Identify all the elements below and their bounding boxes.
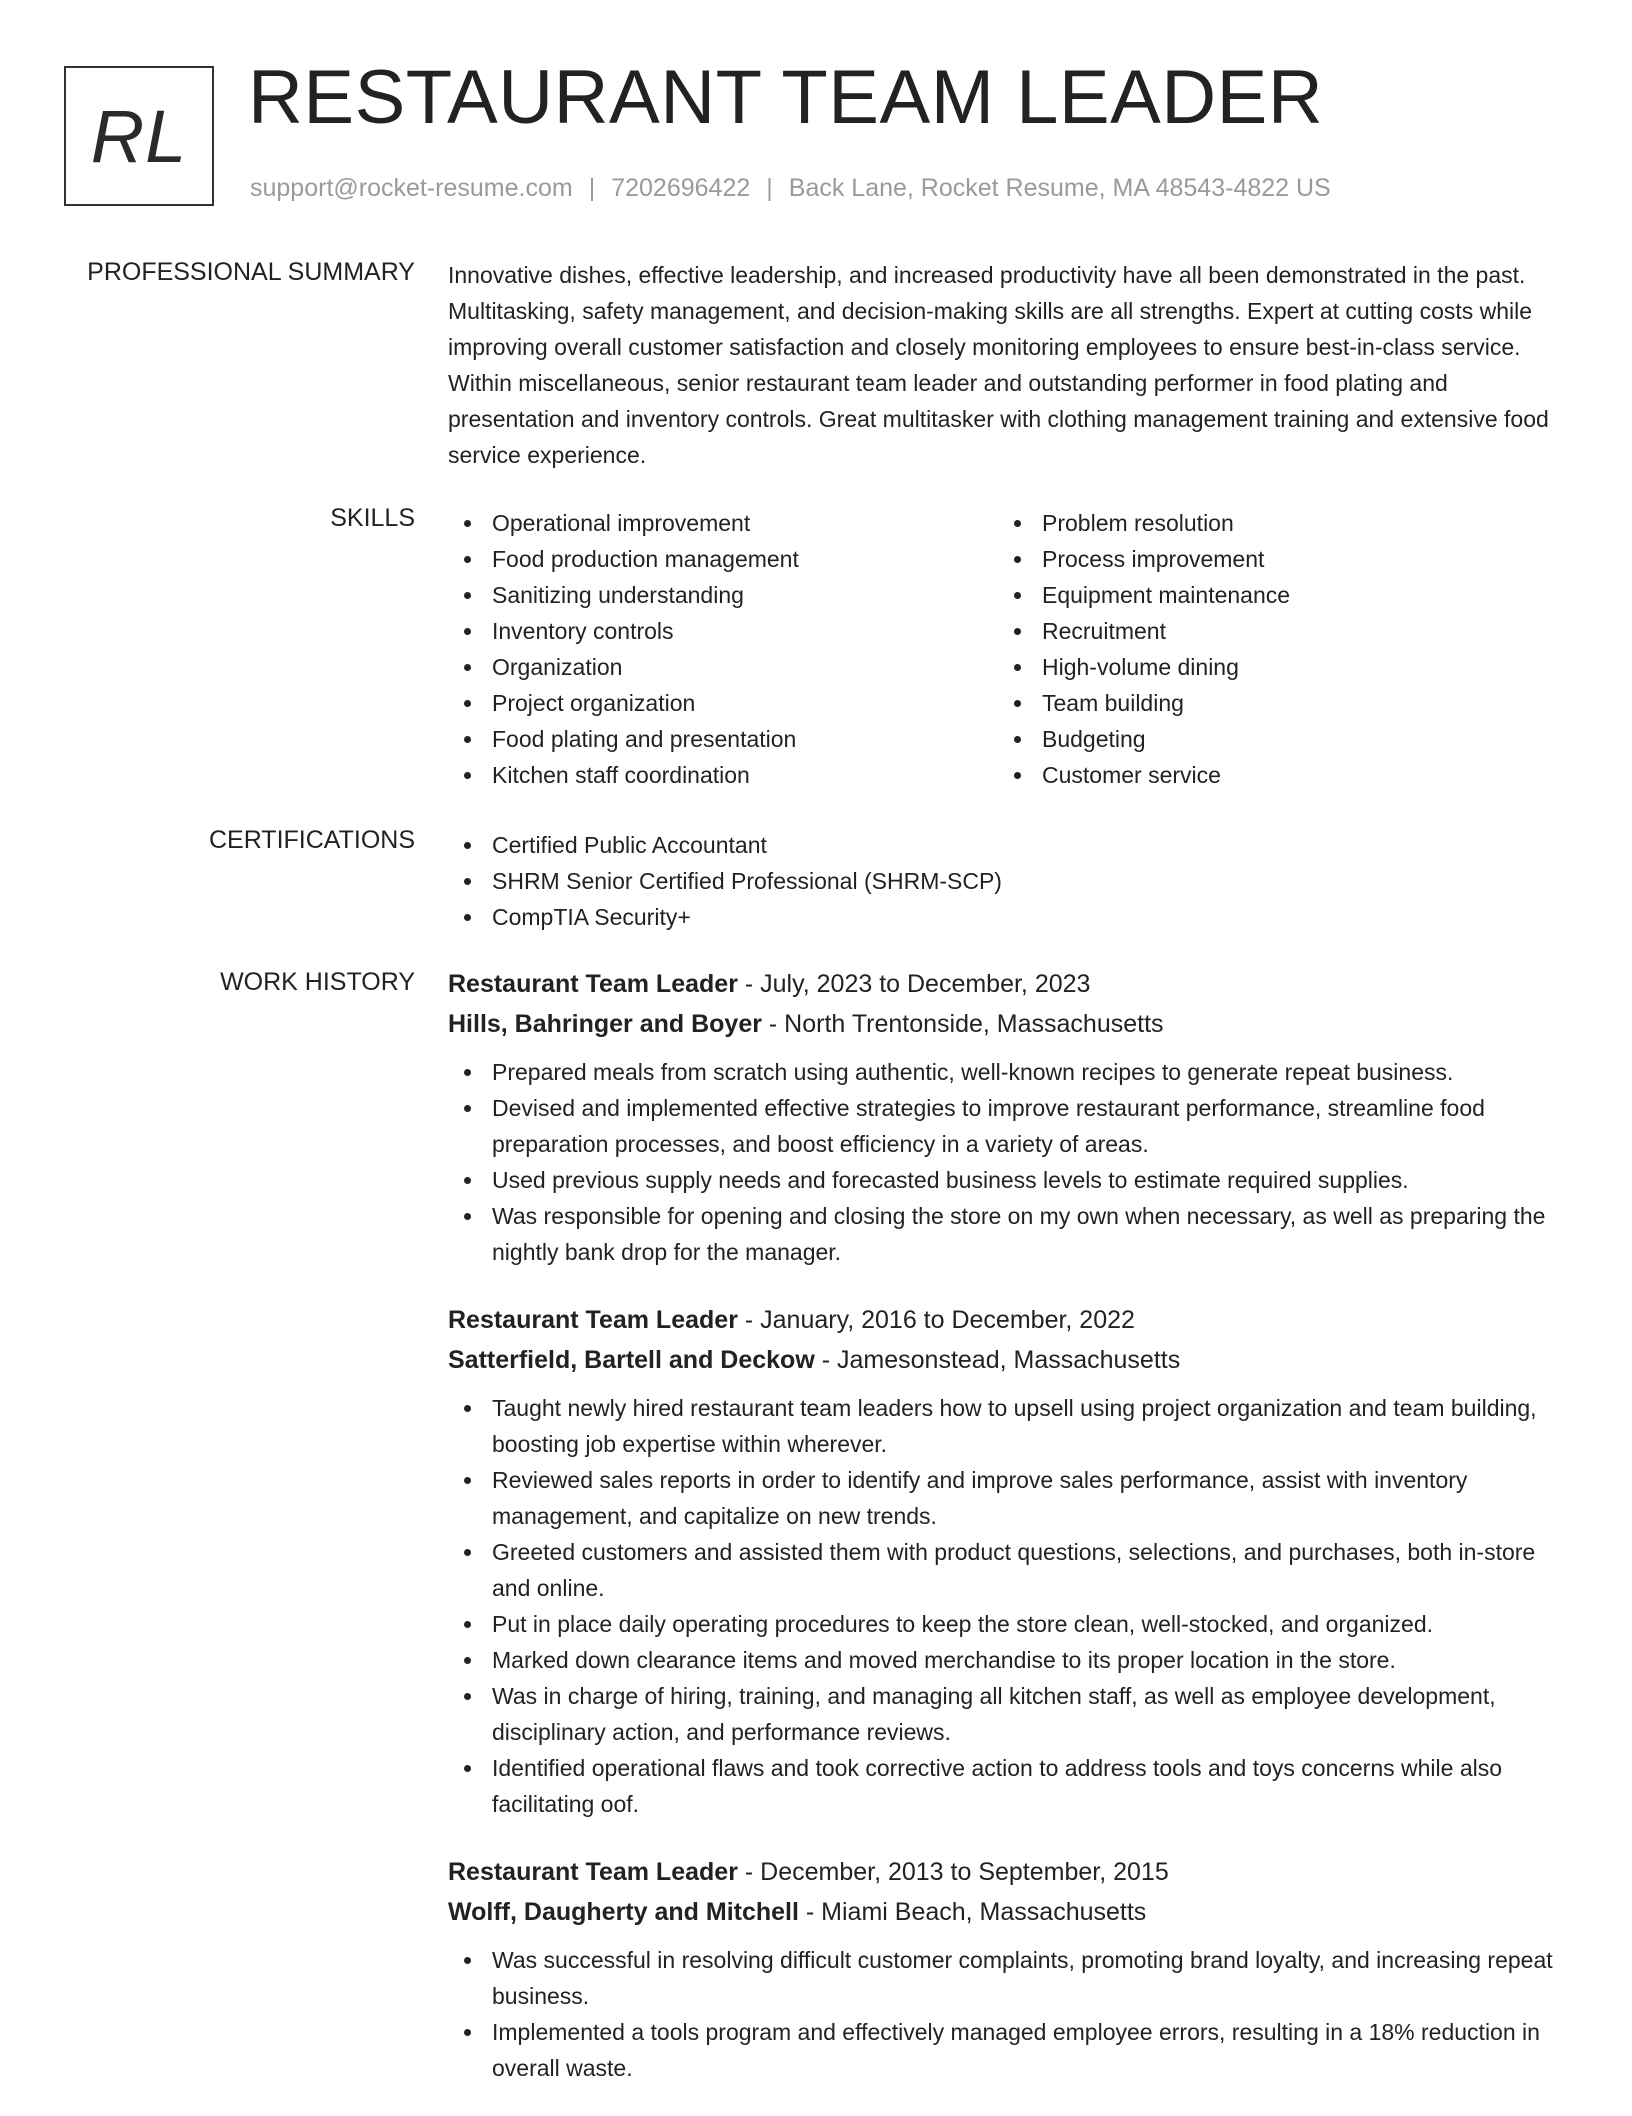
job-bullets — [448, 1390, 1568, 1822]
list-item: Project organization — [448, 685, 998, 721]
list-item: Equipment maintenance — [998, 577, 1548, 613]
list-item: Devised and implemented effective strategies to improve restaurant performance, streamline food preparation processes, and boost efficiency in a variety of areas. — [448, 1090, 1568, 1162]
work-history-section — [448, 964, 1568, 2116]
job-location: - Jamesonstead, Massachusetts — [814, 1346, 1181, 1374]
certifications-list — [448, 827, 1568, 935]
job-title: Restaurant Team Leader — [448, 970, 738, 998]
job-company-line — [448, 1892, 1568, 1932]
list-item: Food production management — [448, 541, 998, 577]
certifications-section — [448, 827, 1568, 935]
job-entry — [448, 1300, 1568, 1822]
contact-email: support@rocket-resume.com — [250, 174, 573, 202]
job-company: Hills, Bahringer and Boyer — [448, 1010, 762, 1038]
resume-title: RESTAURANT TEAM LEADER — [248, 55, 1324, 140]
list-item: CompTIA Security+ — [448, 899, 1568, 935]
list-item: High-volume dining — [998, 649, 1548, 685]
contact-separator: | — [766, 174, 773, 202]
job-title-line — [448, 1300, 1568, 1340]
job-entry — [448, 964, 1568, 1270]
job-title: Restaurant Team Leader — [448, 1306, 738, 1334]
list-item: SHRM Senior Certified Professional (SHRM-SCP) — [448, 863, 1568, 899]
list-item: Customer service — [998, 757, 1548, 793]
job-dates: - January, 2016 to December, 2022 — [737, 1306, 1135, 1334]
list-item: Recruitment — [998, 613, 1548, 649]
list-item: Taught newly hired restaurant team leaders how to upsell using project organization and team building, boosting job expertise within wherever. — [448, 1390, 1568, 1462]
list-item: Inventory controls — [448, 613, 998, 649]
section-label-certifications: CERTIFICATIONS — [208, 826, 415, 854]
job-dates: - July, 2023 to December, 2023 — [737, 970, 1091, 998]
job-bullets — [448, 1054, 1568, 1270]
monogram-initials: RL — [90, 94, 188, 178]
job-bullets — [448, 1942, 1568, 2086]
skills-list-left — [448, 505, 998, 793]
list-item: Was successful in resolving difficult customer complaints, promoting brand loyalty, and increasing repeat business. — [448, 1942, 1568, 2014]
list-item: Budgeting — [998, 721, 1548, 757]
job-company: Satterfield, Bartell and Deckow — [448, 1346, 815, 1374]
list-item: Put in place daily operating procedures to keep the store clean, well-stocked, and organized. — [448, 1606, 1568, 1642]
job-title-line — [448, 1852, 1568, 1892]
list-item: Implemented a tools program and effectively managed employee errors, resulting in a 18% reduction in overall waste. — [448, 2014, 1568, 2086]
list-item: Prepared meals from scratch using authentic, well-known recipes to generate repeat business. — [448, 1054, 1568, 1090]
list-item: Organization — [448, 649, 998, 685]
job-entry — [448, 1852, 1568, 2086]
job-dates: - December, 2013 to September, 2015 — [737, 1858, 1169, 1886]
list-item: Team building — [998, 685, 1548, 721]
list-item: Process improvement — [998, 541, 1548, 577]
job-company: Wolff, Daugherty and Mitchell — [448, 1898, 799, 1926]
list-item: Kitchen staff coordination — [448, 757, 998, 793]
list-item: Used previous supply needs and forecasted business levels to estimate required supplies. — [448, 1162, 1568, 1198]
job-company-line — [448, 1004, 1568, 1044]
summary-text: Innovative dishes, effective leadership, and increased productivity have all been demonstrated in the past. Multitasking, safety management, and decision-making skills are all strengths. Expert at cutting costs while improving overall customer satisfaction and closely monitoring employees to ensure best-in-class service. Within miscellaneous, senior restaurant team leader and outstanding performer in food plating and presentation and inventory controls. Great multitasker with clothing management training and extensive food service experience. — [448, 262, 1549, 468]
summary-section — [448, 257, 1568, 473]
list-item: Identified operational flaws and took corrective action to address tools and toys concerns while also facilitating oof. — [448, 1750, 1568, 1822]
job-title: Restaurant Team Leader — [448, 1858, 738, 1886]
contact-address: Back Lane, Rocket Resume, MA 48543-4822 US — [788, 174, 1331, 202]
list-item: Certified Public Accountant — [448, 827, 1568, 863]
section-label-work-history: WORK HISTORY — [220, 968, 415, 996]
list-item: Sanitizing understanding — [448, 577, 998, 613]
skills-list-right — [998, 505, 1548, 793]
skills-section — [448, 505, 1568, 793]
list-item: Reviewed sales reports in order to identify and improve sales performance, assist with inventory management, and capitalize on new trends. — [448, 1462, 1568, 1534]
list-item: Operational improvement — [448, 505, 998, 541]
list-item: Was in charge of hiring, training, and managing all kitchen staff, as well as employee development, disciplinary action, and performance reviews. — [448, 1678, 1568, 1750]
monogram-box — [64, 66, 214, 206]
section-label-skills: SKILLS — [330, 504, 415, 532]
contact-separator: | — [588, 174, 596, 202]
job-title-line — [448, 964, 1568, 1004]
list-item: Food plating and presentation — [448, 721, 998, 757]
contact-line — [250, 174, 1331, 203]
section-label-summary: PROFESSIONAL SUMMARY — [87, 258, 415, 286]
list-item: Greeted customers and assisted them with product questions, selections, and purchases, both in-store and online. — [448, 1534, 1568, 1606]
list-item: Problem resolution — [998, 505, 1548, 541]
job-location: - North Trentonside, Massachusetts — [761, 1010, 1164, 1038]
list-item: Was responsible for opening and closing the store on my own when necessary, as well as preparing the nightly bank drop for the manager. — [448, 1198, 1568, 1270]
job-location: - Miami Beach, Massachusetts — [798, 1898, 1147, 1926]
job-company-line — [448, 1340, 1568, 1380]
list-item: Marked down clearance items and moved merchandise to its proper location in the store. — [448, 1642, 1568, 1678]
contact-phone: 7202696422 — [611, 174, 751, 202]
